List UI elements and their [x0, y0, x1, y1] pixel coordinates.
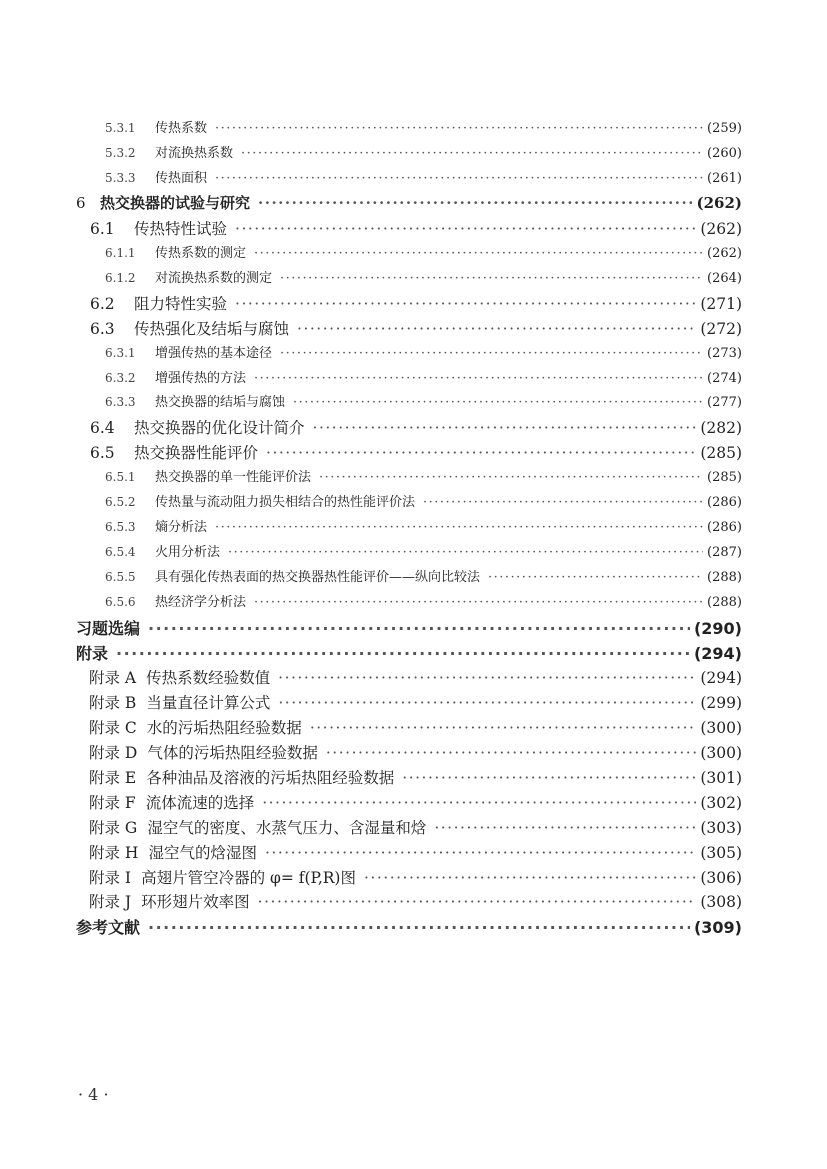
toc-page-number: (272) [700, 319, 742, 338]
toc-entry[interactable] [105, 142, 742, 161]
toc-number: 6.3 [90, 319, 115, 338]
toc-title: 传热系数的测定 [155, 245, 247, 261]
toc-entry[interactable] [76, 616, 742, 639]
toc-number: 5.3.3 [105, 170, 136, 185]
toc-number: 附录 H [89, 843, 139, 862]
toc-label [105, 142, 233, 161]
dot-leader [434, 819, 696, 837]
toc-label [89, 716, 302, 738]
toc-entry[interactable] [89, 791, 742, 813]
toc-entry[interactable] [105, 566, 742, 585]
toc-entry[interactable] [105, 342, 742, 361]
toc-number: 6.3.3 [105, 395, 136, 410]
toc-page-number: (299) [700, 693, 742, 712]
toc-number: 5.3.1 [105, 121, 136, 135]
toc-page-number: (290) [693, 619, 742, 638]
dot-leader [258, 194, 692, 212]
toc-entry[interactable] [89, 816, 742, 838]
toc-label [76, 915, 140, 938]
toc-page-number: (305) [700, 843, 742, 862]
dot-leader [262, 794, 696, 812]
toc-title: 热交换器性能评价 [134, 444, 259, 463]
toc-title: 高翅片管空冷器的 φ= f(P,R)图 [141, 868, 356, 887]
toc-entry[interactable] [76, 641, 742, 664]
toc-title: 传热系数经验数值 [146, 668, 271, 687]
toc-page-number: (294) [700, 668, 742, 687]
toc-entry[interactable] [90, 217, 742, 239]
dot-leader [278, 694, 696, 712]
toc-page-number: (261) [707, 170, 742, 186]
toc-page-number: (262) [696, 193, 742, 212]
page-number: · 4 · [78, 1085, 109, 1104]
toc-title: 湿空气的焓湿图 [148, 843, 257, 862]
toc-title: 阻力特性实验 [134, 294, 228, 313]
toc-title: 热交换器的试验与研究 [100, 193, 251, 212]
toc-number: 附录 F [89, 793, 136, 812]
toc-entry[interactable] [89, 741, 742, 763]
toc-title: 各种油品及溶液的污垢热阻经验数据 [146, 768, 395, 787]
toc-label [89, 866, 356, 888]
toc-label [89, 766, 394, 788]
toc-number: 6.1.1 [105, 245, 136, 260]
toc-page-number: (273) [707, 345, 742, 361]
toc-number: 5.3.2 [105, 145, 136, 160]
toc-entry[interactable] [105, 117, 742, 136]
toc-number: 附录 G [89, 818, 138, 837]
toc-title: 湿空气的密度、水蒸气压力、含湿量和焓 [147, 818, 427, 837]
toc-title: 气体的污垢热阻经验数据 [147, 743, 318, 762]
toc-title: 热经济学分析法 [155, 595, 247, 611]
toc-label [89, 741, 318, 763]
toc-entry[interactable] [89, 716, 742, 738]
toc-entry[interactable] [76, 192, 742, 213]
toc-page-number: (300) [700, 743, 742, 762]
toc-entry[interactable] [105, 167, 742, 186]
toc-title: 热交换器的结垢与腐蚀 [155, 395, 286, 411]
toc-number: 6.4 [90, 419, 115, 438]
toc-page-number: (264) [707, 270, 742, 286]
toc-number: 附录 C [89, 718, 137, 737]
toc-number: 附录 I [89, 868, 132, 887]
dot-leader [278, 669, 696, 687]
dot-leader [258, 893, 697, 911]
toc-number: 6.3.1 [105, 345, 136, 360]
dot-leader [215, 121, 703, 136]
toc-label [89, 841, 257, 863]
toc-title: 火用分析法 [155, 545, 221, 561]
toc-label [89, 691, 270, 713]
toc-entry[interactable] [89, 890, 742, 912]
toc-label [89, 791, 254, 813]
toc-title: 增强传热的基本途径 [155, 345, 273, 361]
dot-leader [215, 520, 703, 535]
dot-leader [297, 320, 696, 338]
toc-number: 6.5.4 [105, 545, 136, 560]
toc-number: 6.5 [90, 444, 115, 463]
toc-title: 具有强化传热表面的热交换器热性能评价——纵向比较法 [155, 570, 481, 586]
toc-label [90, 292, 227, 314]
toc-number: 6.5.1 [105, 470, 136, 485]
toc-label [105, 541, 220, 560]
toc-label [89, 890, 250, 912]
toc-entry[interactable] [89, 691, 742, 713]
toc-title: 熵分析法 [155, 520, 208, 536]
dot-leader [266, 444, 696, 462]
toc-label [105, 342, 272, 361]
toc-number: 附录 D [89, 743, 138, 762]
toc-label [105, 117, 207, 136]
toc-label [105, 367, 246, 386]
toc-label [105, 516, 207, 535]
toc-label [76, 192, 250, 213]
toc-number: 6.5.3 [105, 520, 136, 535]
toc-number: 6.1.2 [105, 270, 136, 285]
toc-entry[interactable] [90, 317, 742, 339]
toc-number: 6.5.6 [105, 595, 136, 610]
toc-title: 习题选编 [76, 619, 141, 638]
toc-page-number: (286) [707, 495, 742, 511]
toc-title: 附录 [76, 643, 109, 663]
toc-entry[interactable] [105, 541, 742, 560]
toc-title: 流体流速的选择 [145, 793, 255, 812]
dot-leader [402, 769, 696, 787]
toc-page-number: (294) [693, 643, 742, 663]
toc-entry[interactable] [105, 491, 742, 510]
dot-leader [293, 395, 703, 410]
toc-number: 6.3.2 [105, 370, 136, 385]
toc-number: 6.2 [90, 294, 115, 313]
toc-entry[interactable] [89, 841, 742, 863]
toc-page-number: (309) [693, 918, 742, 938]
dot-leader [148, 619, 690, 638]
toc-page-number: (262) [700, 219, 742, 238]
toc-page-number: (300) [700, 718, 742, 737]
toc-number: 6.5.5 [105, 570, 136, 585]
toc-entry[interactable] [105, 516, 742, 535]
dot-leader [228, 545, 703, 560]
toc-page-number: (259) [707, 121, 742, 136]
dot-leader [241, 146, 703, 161]
toc-title: 增强传热的方法 [155, 370, 247, 386]
toc-page-number: (285) [700, 444, 742, 463]
toc-title: 传热面积 [155, 170, 208, 186]
dot-leader [488, 570, 703, 585]
toc-label [76, 616, 140, 639]
dot-leader [148, 918, 690, 937]
toc-number: 附录 J [89, 893, 132, 912]
toc-page-number: (262) [707, 245, 742, 261]
toc-entry[interactable] [105, 367, 742, 386]
toc-entry[interactable] [89, 666, 742, 688]
toc-page-number: (271) [700, 294, 742, 313]
toc-title: 热交换器的单一性能评价法 [155, 470, 312, 486]
toc-title: 当量直径计算公式 [146, 693, 271, 712]
toc-number: 附录 B [89, 693, 137, 712]
toc-label [105, 242, 246, 261]
toc-label [90, 416, 305, 438]
toc-page-number: (288) [707, 570, 742, 586]
toc-number: 6.5.2 [105, 495, 136, 510]
toc-title: 传热特性试验 [134, 219, 228, 238]
toc-number: 附录 E [89, 768, 137, 787]
toc-entry[interactable] [89, 766, 742, 788]
toc-entry[interactable] [90, 416, 742, 438]
toc-label [76, 641, 108, 664]
toc-title: 环形翅片效率图 [141, 893, 250, 912]
dot-leader [116, 644, 690, 663]
toc-entry[interactable] [105, 391, 742, 410]
toc-page-number: (303) [700, 818, 742, 837]
toc-label [105, 391, 285, 410]
toc-title: 对流换热系数 [155, 145, 234, 161]
dot-leader [254, 595, 703, 610]
toc-entry[interactable] [89, 866, 742, 888]
toc-page-number: (308) [700, 893, 742, 912]
toc-entry[interactable] [105, 242, 742, 261]
dot-leader [254, 371, 703, 386]
toc-title: 对流换热系数的测定 [155, 270, 273, 286]
dot-leader [280, 271, 703, 286]
dot-leader [326, 744, 696, 762]
toc-page-number: (286) [707, 520, 742, 536]
toc-entry[interactable] [105, 466, 742, 485]
toc-page-number: (277) [707, 395, 742, 411]
toc-title: 参考文献 [76, 918, 141, 938]
toc-page-number: (306) [700, 868, 742, 887]
toc-number: 附录 A [89, 668, 137, 687]
toc-page-number: (288) [707, 595, 742, 611]
toc-title: 热交换器的优化设计简介 [134, 419, 305, 438]
dot-leader [423, 495, 703, 510]
dot-leader [313, 419, 697, 437]
toc-page-number: (287) [707, 545, 742, 561]
dot-leader [235, 220, 696, 238]
toc-label [90, 217, 227, 239]
toc-entry[interactable] [105, 591, 742, 610]
dot-leader [364, 869, 696, 887]
toc-page-number: (301) [700, 768, 742, 787]
dot-leader [235, 295, 696, 313]
toc-title: 传热强化及结垢与腐蚀 [134, 319, 290, 338]
toc-title: 传热系数 [155, 121, 208, 136]
dot-leader [310, 719, 697, 737]
dot-leader [215, 171, 703, 186]
toc-number: 6.1 [90, 219, 115, 238]
toc-page-number: (302) [700, 793, 742, 812]
toc-label [105, 466, 311, 485]
toc-label [90, 317, 289, 339]
toc-page-number: (282) [700, 419, 742, 438]
toc-label [89, 666, 270, 688]
toc-label [105, 591, 246, 610]
toc-label [105, 566, 480, 585]
toc-entry[interactable] [90, 292, 742, 314]
toc-label [90, 441, 258, 463]
toc-page-number: (274) [707, 370, 742, 386]
toc-page-number: (260) [707, 145, 742, 161]
dot-leader [280, 346, 703, 361]
toc-title: 水的污垢热阻经验数据 [146, 718, 302, 737]
dot-leader [254, 246, 703, 261]
toc-label [105, 167, 207, 186]
toc-label [105, 267, 272, 286]
toc-page-number: (285) [707, 470, 742, 486]
toc-title: 传热量与流动阻力损失相结合的热性能评价法 [155, 495, 416, 511]
dot-leader [265, 844, 696, 862]
toc-number: 6 [76, 193, 86, 212]
toc-label [105, 491, 415, 510]
toc-entry[interactable] [105, 267, 742, 286]
toc-entry[interactable] [90, 441, 742, 463]
dot-leader [319, 470, 703, 485]
toc-entry[interactable] [76, 915, 742, 938]
toc-label [89, 816, 426, 838]
